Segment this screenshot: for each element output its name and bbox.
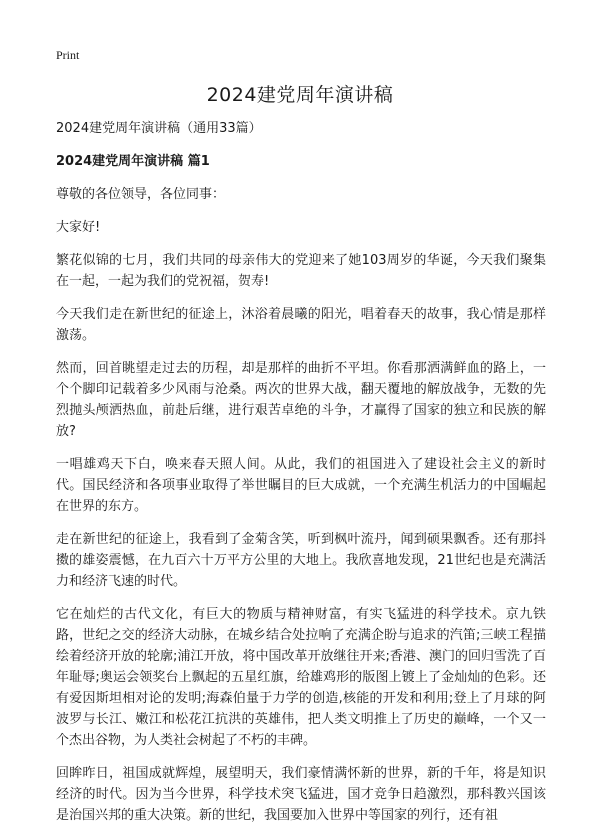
document-body	[56, 118, 546, 838]
paragraph: 然而，回首眺望走过去的历程，却是那样的曲折不平坦。你看那洒满鲜血的路上，一个个脚印记载着多少风雨与沧桑。两次的世界大战，翻天覆地的解放战争，无数的先烈抛头颅洒热血，前赴后继，进行艰苦卓绝的斗争，才赢得了国家的独立和民族的解放?	[56, 361, 546, 439]
paragraph-hello: 大家好!	[56, 220, 101, 235]
document-subtitle: 2024建党周年演讲稿（通用33篇）	[56, 121, 262, 136]
paragraph: 回眸昨日，祖国成就辉煌，展望明天，我们豪情满怀新的世界，新的千年，将是知识经济的时代。因为当今世界，科学技术突飞猛进，国才竞争日趋激烈，那科教兴国该是治国兴邦的重大决策。新的世纪，我国要加入世界中等国家的列行，还有祖	[56, 766, 546, 823]
paragraph: 繁花似锦的七月，我们共同的母亲伟大的党迎来了她103周岁的华诞，今天我们聚集在一起，一起为我们的党祝福，贺寿!	[56, 253, 546, 289]
section-heading: 2024建党周年演讲稿 篇1	[56, 154, 210, 169]
paragraph: 今天我们走在新世纪的征途上，沐浴着晨曦的阳光，唱着春天的故事，我心情是那样激荡。	[56, 307, 546, 343]
paragraph: 它在灿烂的古代文化，有巨大的物质与精神财富，有实飞猛进的科学技术。京九铁路，世纪之交的经济大动脉，在城乡结合处拉响了充满企盼与追求的汽笛;三峡工程描绘着经济开放的轮廓;浦江开放，将中国改革开放继往开来;香港、澳门的回归雪洗了百年耻辱;奥运会领奖台上飘起的五星红旗，给雄鸡形的版图上镀上了金灿灿的色彩。还有爱因斯坦相对论的发明;海森伯量于力学的创造,核能的开发和利用;登上了月球的阿波罗与长江、嫩江和松花江抗洪的英雄伟，把人类文明推上了历史的巅峰，一个又一个杰出谷物，为人类社会树起了不朽的丰碑。	[56, 607, 546, 748]
print-link[interactable]: Print	[56, 48, 80, 62]
document-title: 2024建党周年演讲稿	[206, 84, 394, 106]
paragraph: 一唱雄鸡天下白，唤来春天照人间。从此，我们的祖国进入了建设社会主义的新时代。国民经济和各项事业取得了举世瞩目的巨大成就，一个充满生机活力的中国崛起在世界的东方。	[56, 457, 546, 514]
paragraph: 走在新世纪的征途上，我看到了金菊含笑，听到枫叶流丹，闻到硕果飘香。还有那抖擞的雄姿震憾，在九百六十万平方公里的大地上。我欣喜地发现，21世纪也是充满活力和经济飞速的时代。	[56, 532, 546, 589]
paragraph-greeting: 尊敬的各位领导，各位同事：	[56, 187, 226, 202]
